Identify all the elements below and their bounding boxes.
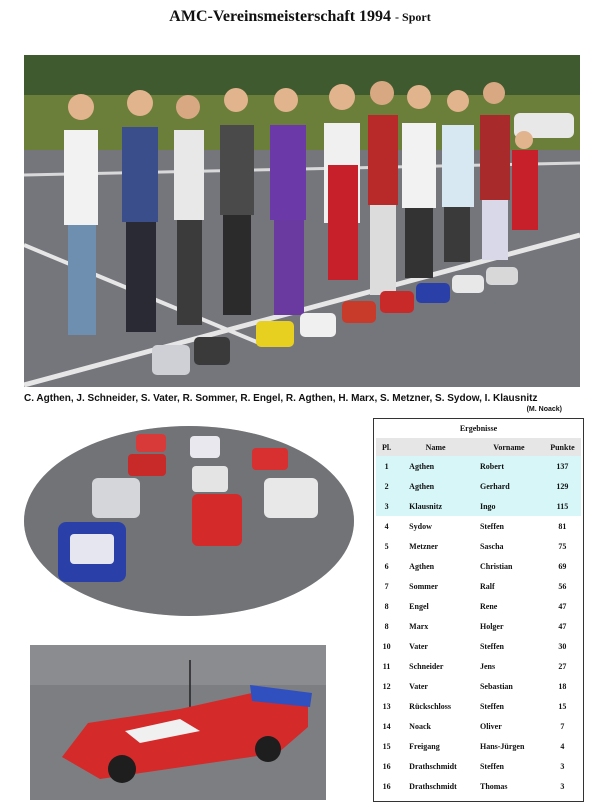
cell-punkte: 15 [558, 701, 567, 711]
cell-punkte: 115 [544, 496, 581, 516]
table-row [376, 776, 581, 796]
cell-vorname: Steffen [479, 521, 504, 531]
cell-punkte: 27 [558, 661, 567, 671]
cell-punkte: 129 [544, 476, 581, 496]
photo-caption: C. Agthen, J. Schneider, S. Vater, R. Sommer, R. Engel, R. Agthen, H. Marx, S. Metzner, S. Sydow, I. Klausnitz [24, 393, 538, 404]
cell-pl: 8 [384, 621, 389, 631]
cell-punkte: 3 [560, 781, 565, 791]
table-row [376, 456, 581, 476]
cell-name: Rückschloss [409, 701, 451, 711]
cell-name: Sydow [409, 521, 432, 531]
cell-pl: 5 [384, 541, 389, 551]
cell-punkte: 47 [558, 621, 567, 631]
cell-pl: 16 [382, 781, 391, 791]
cell-name: Noack [409, 721, 431, 731]
cell-vorname: Jens [479, 661, 496, 671]
cell-vorname: Sebastian [479, 681, 513, 691]
cell-name: Freigang [409, 741, 440, 751]
table-row [376, 576, 581, 596]
table-row [376, 736, 581, 756]
cell-vorname: Ralf [479, 581, 495, 591]
results-panel [373, 418, 584, 802]
table-row [376, 696, 581, 716]
cell-punkte: 47 [558, 601, 567, 611]
cell-pl: 10 [382, 641, 391, 651]
table-row [376, 476, 581, 496]
cell-vorname: Ingo [474, 496, 544, 516]
cell-vorname: Rene [479, 601, 498, 611]
cell-name: Agthen [397, 476, 474, 496]
title-suffix: - Sport [395, 10, 431, 24]
results-body [376, 456, 581, 796]
cell-pl: 14 [382, 721, 391, 731]
car-closeup-photo [30, 645, 326, 800]
page-title [0, 8, 600, 26]
cell-pl: 8 [384, 601, 389, 611]
cell-vorname: Steffen [479, 761, 504, 771]
table-row [376, 676, 581, 696]
table-row [376, 616, 581, 636]
results-header-row [376, 438, 581, 456]
cell-name: Klausnitz [397, 496, 474, 516]
header-name: Name [397, 438, 474, 456]
header-punkte: Punkte [544, 438, 581, 456]
cell-pl: 7 [384, 581, 389, 591]
cell-name: Agthen [397, 456, 474, 476]
photo-credit: (M. Noack) [526, 406, 562, 413]
cars-oval-photo [24, 426, 354, 616]
table-row [376, 636, 581, 656]
cell-pl: 2 [376, 476, 397, 496]
cell-punkte: 30 [558, 641, 567, 651]
table-row [376, 596, 581, 616]
cell-name: Drathschmidt [409, 781, 457, 791]
cell-name: Marx [409, 621, 429, 631]
cell-vorname: Steffen [479, 641, 504, 651]
cell-pl: 3 [376, 496, 397, 516]
cell-name: Engel [409, 601, 429, 611]
cell-vorname: Christian [479, 561, 513, 571]
cell-vorname: Sascha [479, 541, 504, 551]
table-row [376, 656, 581, 676]
cell-punkte: 137 [544, 456, 581, 476]
table-row [376, 496, 581, 516]
group-photo [24, 55, 580, 387]
cell-pl: 15 [382, 741, 391, 751]
results-title: Ergebnisse [459, 424, 498, 433]
cell-pl: 16 [382, 761, 391, 771]
cell-vorname: Oliver [479, 721, 502, 731]
cell-name: Agthen [409, 561, 435, 571]
cell-punkte: 7 [560, 721, 565, 731]
cell-name: Schneider [409, 661, 444, 671]
cell-vorname: Hans-Jürgen [479, 741, 525, 751]
cell-name: Vater [409, 641, 428, 651]
cell-vorname: Thomas [479, 781, 508, 791]
table-row [376, 716, 581, 736]
cell-vorname: Gerhard [474, 476, 544, 496]
cell-pl: 12 [382, 681, 391, 691]
cell-name: Metzner [409, 541, 439, 551]
cell-punkte: 3 [560, 761, 565, 771]
table-row [376, 536, 581, 556]
cell-punkte: 81 [558, 521, 567, 531]
title-main: AMC-Vereinsmeisterschaft 1994 [169, 8, 392, 25]
cell-pl: 13 [382, 701, 391, 711]
cell-punkte: 56 [558, 581, 567, 591]
cell-vorname: Holger [479, 621, 504, 631]
cell-pl: 6 [384, 561, 389, 571]
cell-pl: 4 [384, 521, 389, 531]
cell-pl: 11 [382, 661, 391, 671]
table-row [376, 556, 581, 576]
cell-name: Sommer [409, 581, 439, 591]
cell-punkte: 18 [558, 681, 567, 691]
cell-name: Drathschmidt [409, 761, 457, 771]
cell-punkte: 69 [558, 561, 567, 571]
cell-punkte: 4 [560, 741, 565, 751]
table-row [376, 516, 581, 536]
table-row [376, 756, 581, 776]
cell-vorname: Robert [474, 456, 544, 476]
cell-name: Vater [409, 681, 428, 691]
header-vorname: Vorname [474, 438, 544, 456]
cell-pl: 1 [376, 456, 397, 476]
cell-vorname: Steffen [479, 701, 504, 711]
header-pl: Pl. [376, 438, 397, 456]
cell-punkte: 75 [558, 541, 567, 551]
results-table [376, 438, 581, 796]
